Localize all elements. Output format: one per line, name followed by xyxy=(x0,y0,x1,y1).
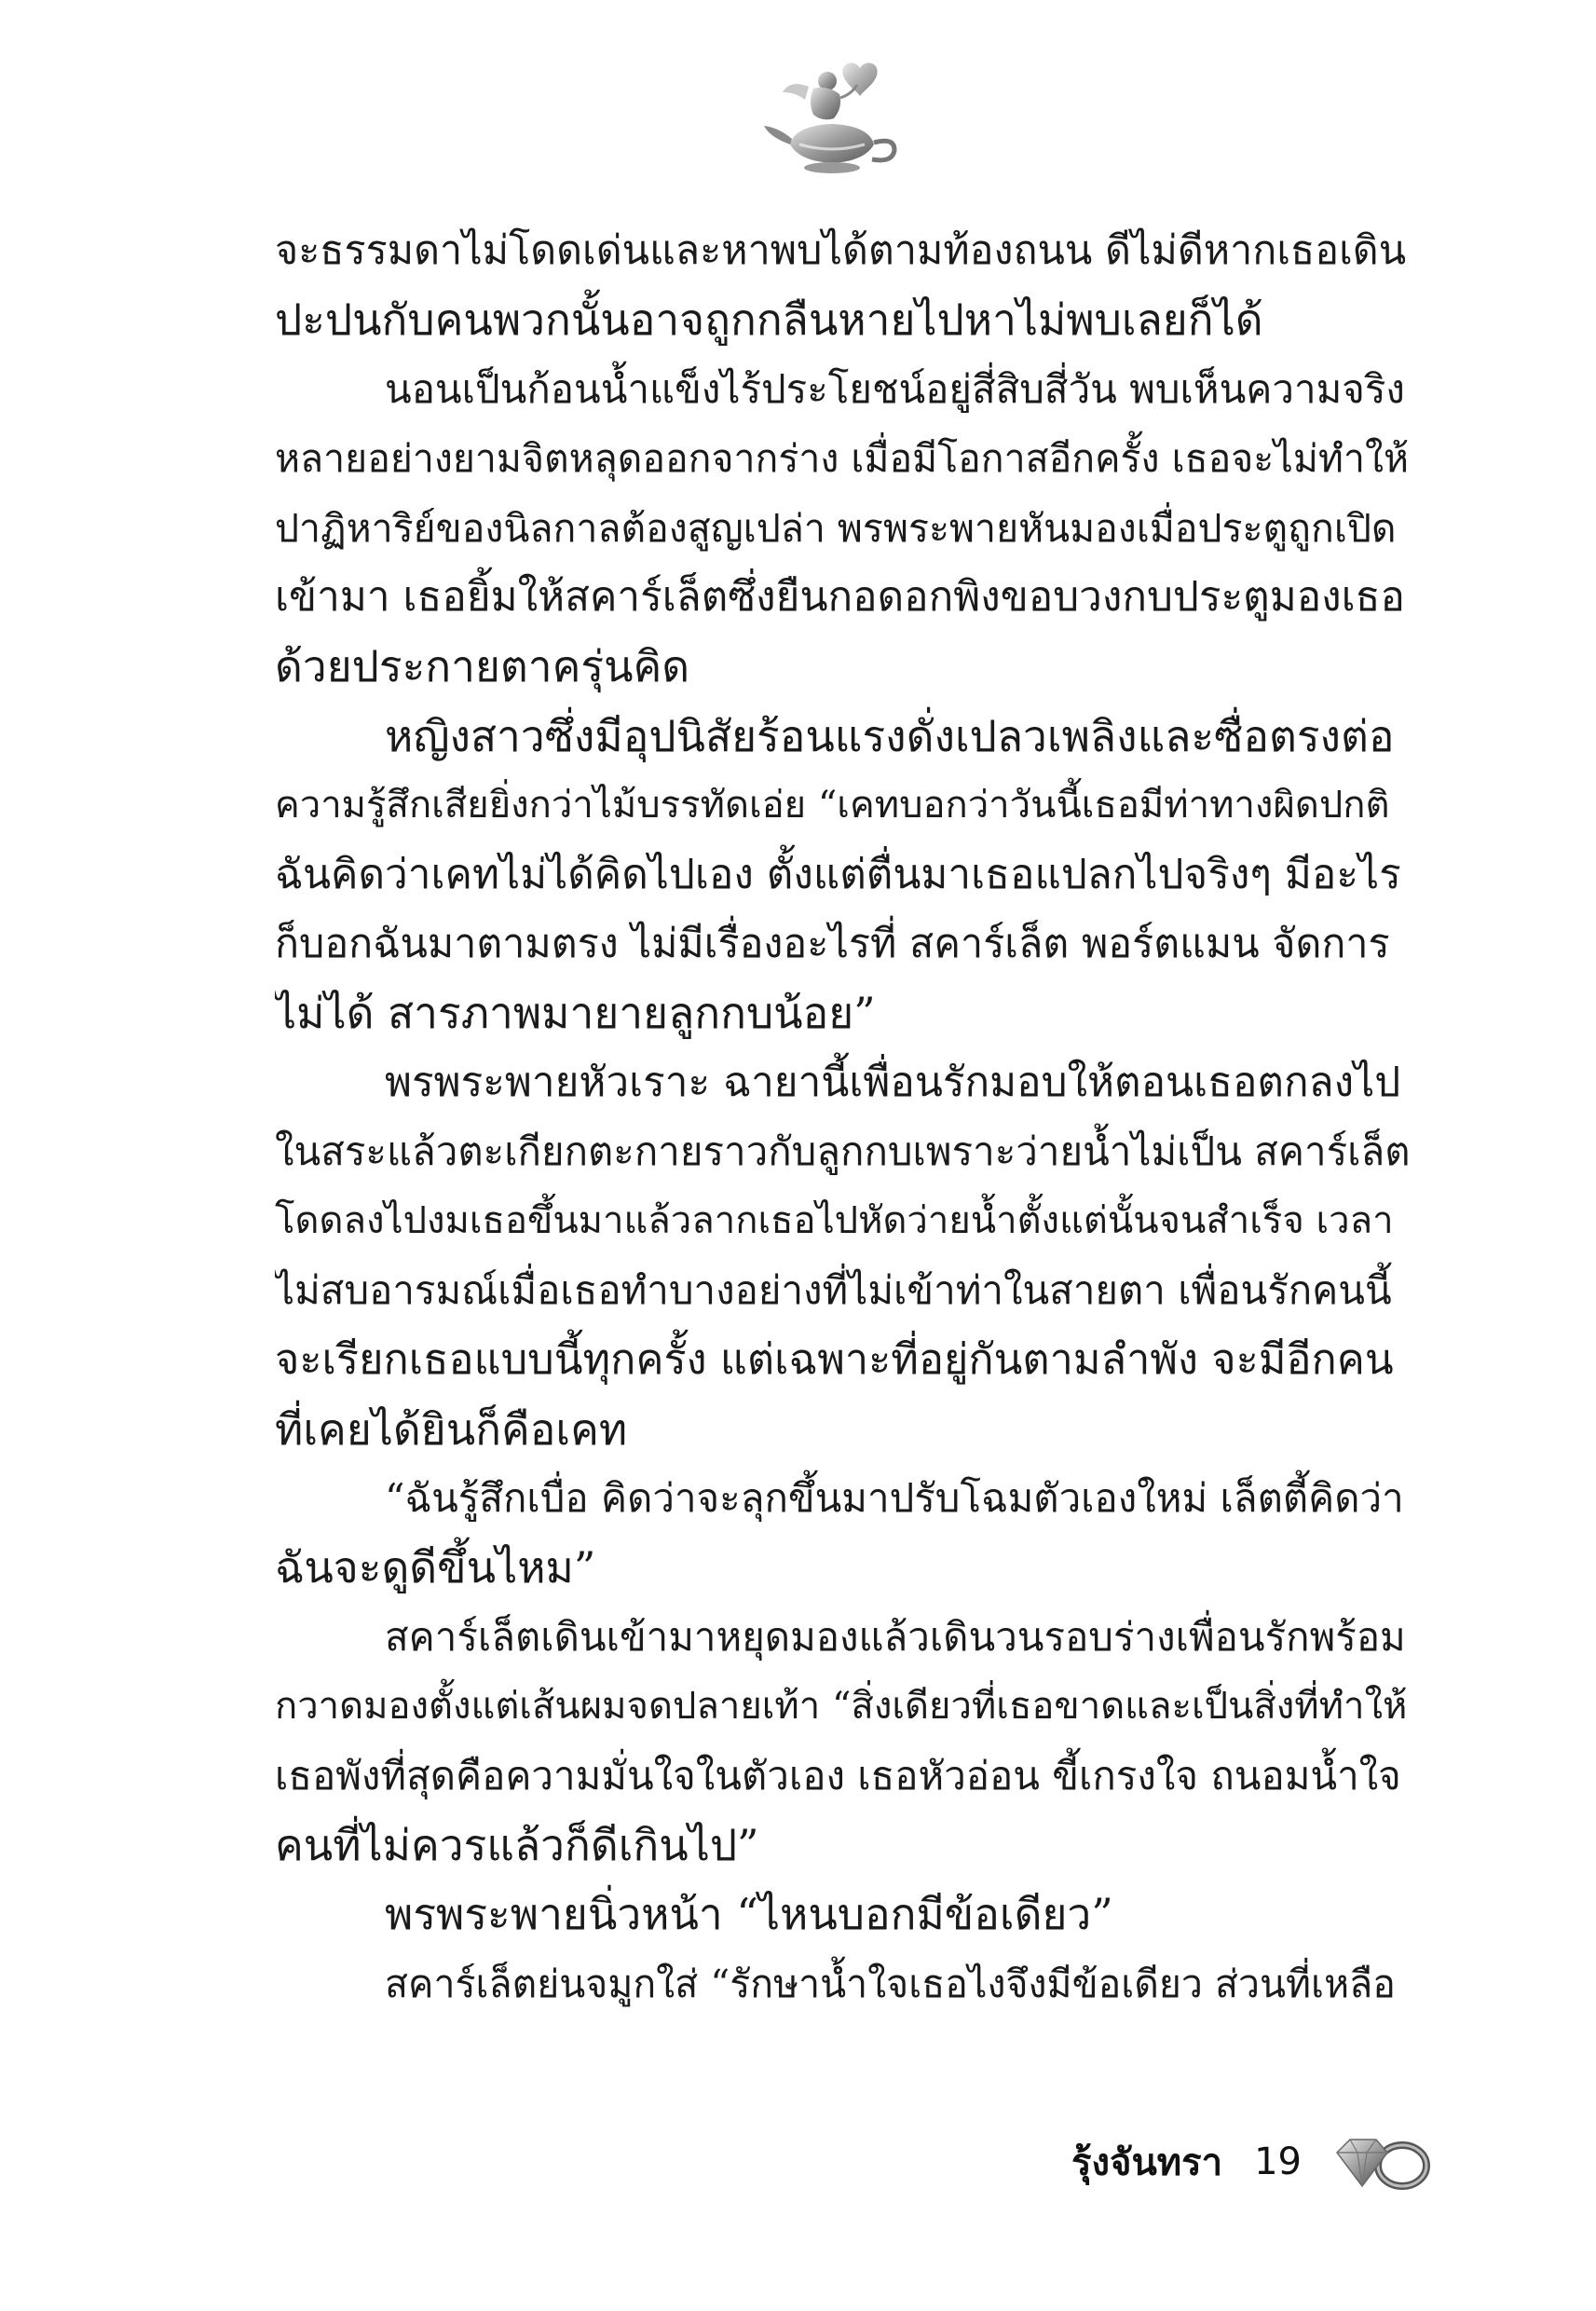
book-title: รุ้งจันทรา xyxy=(1071,2141,1223,2184)
text-line: พรพระพายนิ่วหน้า “ไหนบอกมีข้อเดียว” xyxy=(385,1889,1113,1940)
text-line: เธอพังที่สุดคือความมั่นใจในตัวเอง เธอหัวอ่อน ขี้เกรงใจ ถนอมน้ำใจ xyxy=(275,1752,1401,1798)
text-line: ฉันคิดว่าเคทไม่ได้คิดไปเอง ตั้งแต่ตื่นมาเธอแปลกไปจริงๆ มีอะไร xyxy=(275,850,1401,898)
text-line: จะเรียกเธอแบบนี้ทุกครั้ง แต่เฉพาะที่อยู่กันตามลำพัง จะมีอีกคน xyxy=(275,1334,1394,1385)
text-line: คนที่ไม่ควรแล้วก็ดีเกินไป” xyxy=(275,1819,759,1870)
text-line: จะธรรมดาไม่โดดเด่นและหาพบได้ตามท้องถนน ดีไม่ดีหากเธอเดิน xyxy=(275,227,1407,274)
text-line: ฉันจะดูดีขึ้นไหม” xyxy=(275,1542,596,1593)
page-number: 19 xyxy=(1254,2140,1303,2183)
text-line: สคาร์เล็ตย่นจมูกใส่ “รักษาน้ำใจเธอไงจึงมีข้อเดียว ส่วนที่เหลือ xyxy=(385,1961,1396,2006)
text-line: เข้ามา เธอยิ้มให้สคาร์เล็ตซึ่งยืนกอดอกพิงขอบวงกบประตูมองเธอ xyxy=(275,572,1405,621)
text-line: หญิงสาวซึ่งมีอุปนิสัยร้อนแรงดั่งเปลวเพลิงและซื่อตรงต่อ xyxy=(385,710,1395,761)
text-line: ความรู้สึกเสียยิ่งกว่าไม้บรรทัดเอ่ย “เคทบอกว่าวันนี้เธอมีท่าทางผิดปกติ xyxy=(275,784,1390,827)
text-line: “ฉันรู้สึกเบื่อ คิดว่าจะลุกขึ้นมาปรับโฉมตัวเองใหม่ เล็ตตี้คิดว่า xyxy=(385,1475,1404,1522)
text-line: หลายอย่างยามจิตหลุดออกจากร่าง เมื่อมีโอกาสอีกครั้ง เธอจะไม่ทำให้ xyxy=(275,436,1410,482)
page-footer xyxy=(1071,2129,1432,2195)
text-line: ด้วยประกายตาครุ่นคิด xyxy=(275,641,690,692)
text-line: สคาร์เล็ตเดินเข้ามาหยุดมองแล้วเดินวนรอบร่างเพื่อนรักพร้อม xyxy=(385,1613,1406,1660)
text-line: ที่เคยได้ยินก็คือเคท xyxy=(275,1403,628,1455)
text-line: กวาดมองตั้งแต่เส้นผมจดปลายเท้า “สิ่งเดียวที่เธอขาดและเป็นสิ่งที่ทำให้ xyxy=(275,1685,1408,1729)
text-line: นอนเป็นก้อนน้ำแข็งไร้ประโยชน์อยู่สี่สิบสี่วัน พบเห็นความจริง xyxy=(385,365,1405,412)
text-line: พรพระพายหัวเราะ ฉายานี้เพื่อนรักมอบให้ตอนเธอตกลงไป xyxy=(385,1058,1401,1106)
text-line: ปาฏิหาริย์ของนิลกาลต้องสูญเปล่า พรพระพายหันมองเมื่อประตูถูกเปิด xyxy=(275,505,1397,551)
body-text xyxy=(275,216,1412,2018)
text-line: ปะปนกับคนพวกนั้นอาจถูกกลืนหายไปหาไม่พบเลยก็ได้ xyxy=(275,294,1263,346)
text-line: ในสระแล้วตะเกียกตะกายราวกับลูกกบเพราะว่ายน้ำไม่เป็น สคาร์เล็ต xyxy=(275,1128,1411,1175)
text-line: ก็บอกฉันมาตามตรง ไม่มีเรื่องอะไรที่ สคาร์เล็ต พอร์ตแมน จัดการ xyxy=(275,920,1390,967)
text-line: โดดลงไปงมเธอขึ้นมาแล้วลากเธอไปหัดว่ายน้ำตั้งแต่นั้นจนสำเร็จ เวลา xyxy=(275,1199,1394,1243)
text-line: ไม่สบอารมณ์เมื่อเธอทำบางอย่างที่ไม่เข้าท่าในสายตา เพื่อนรักคนนี้ xyxy=(275,1266,1392,1313)
diamond-ring-icon xyxy=(1330,2132,1432,2192)
text-line: ไม่ได้ สารภาพมายายลูกกบน้อย” xyxy=(275,988,876,1039)
teapot-cherub-ornament-icon xyxy=(762,51,902,191)
